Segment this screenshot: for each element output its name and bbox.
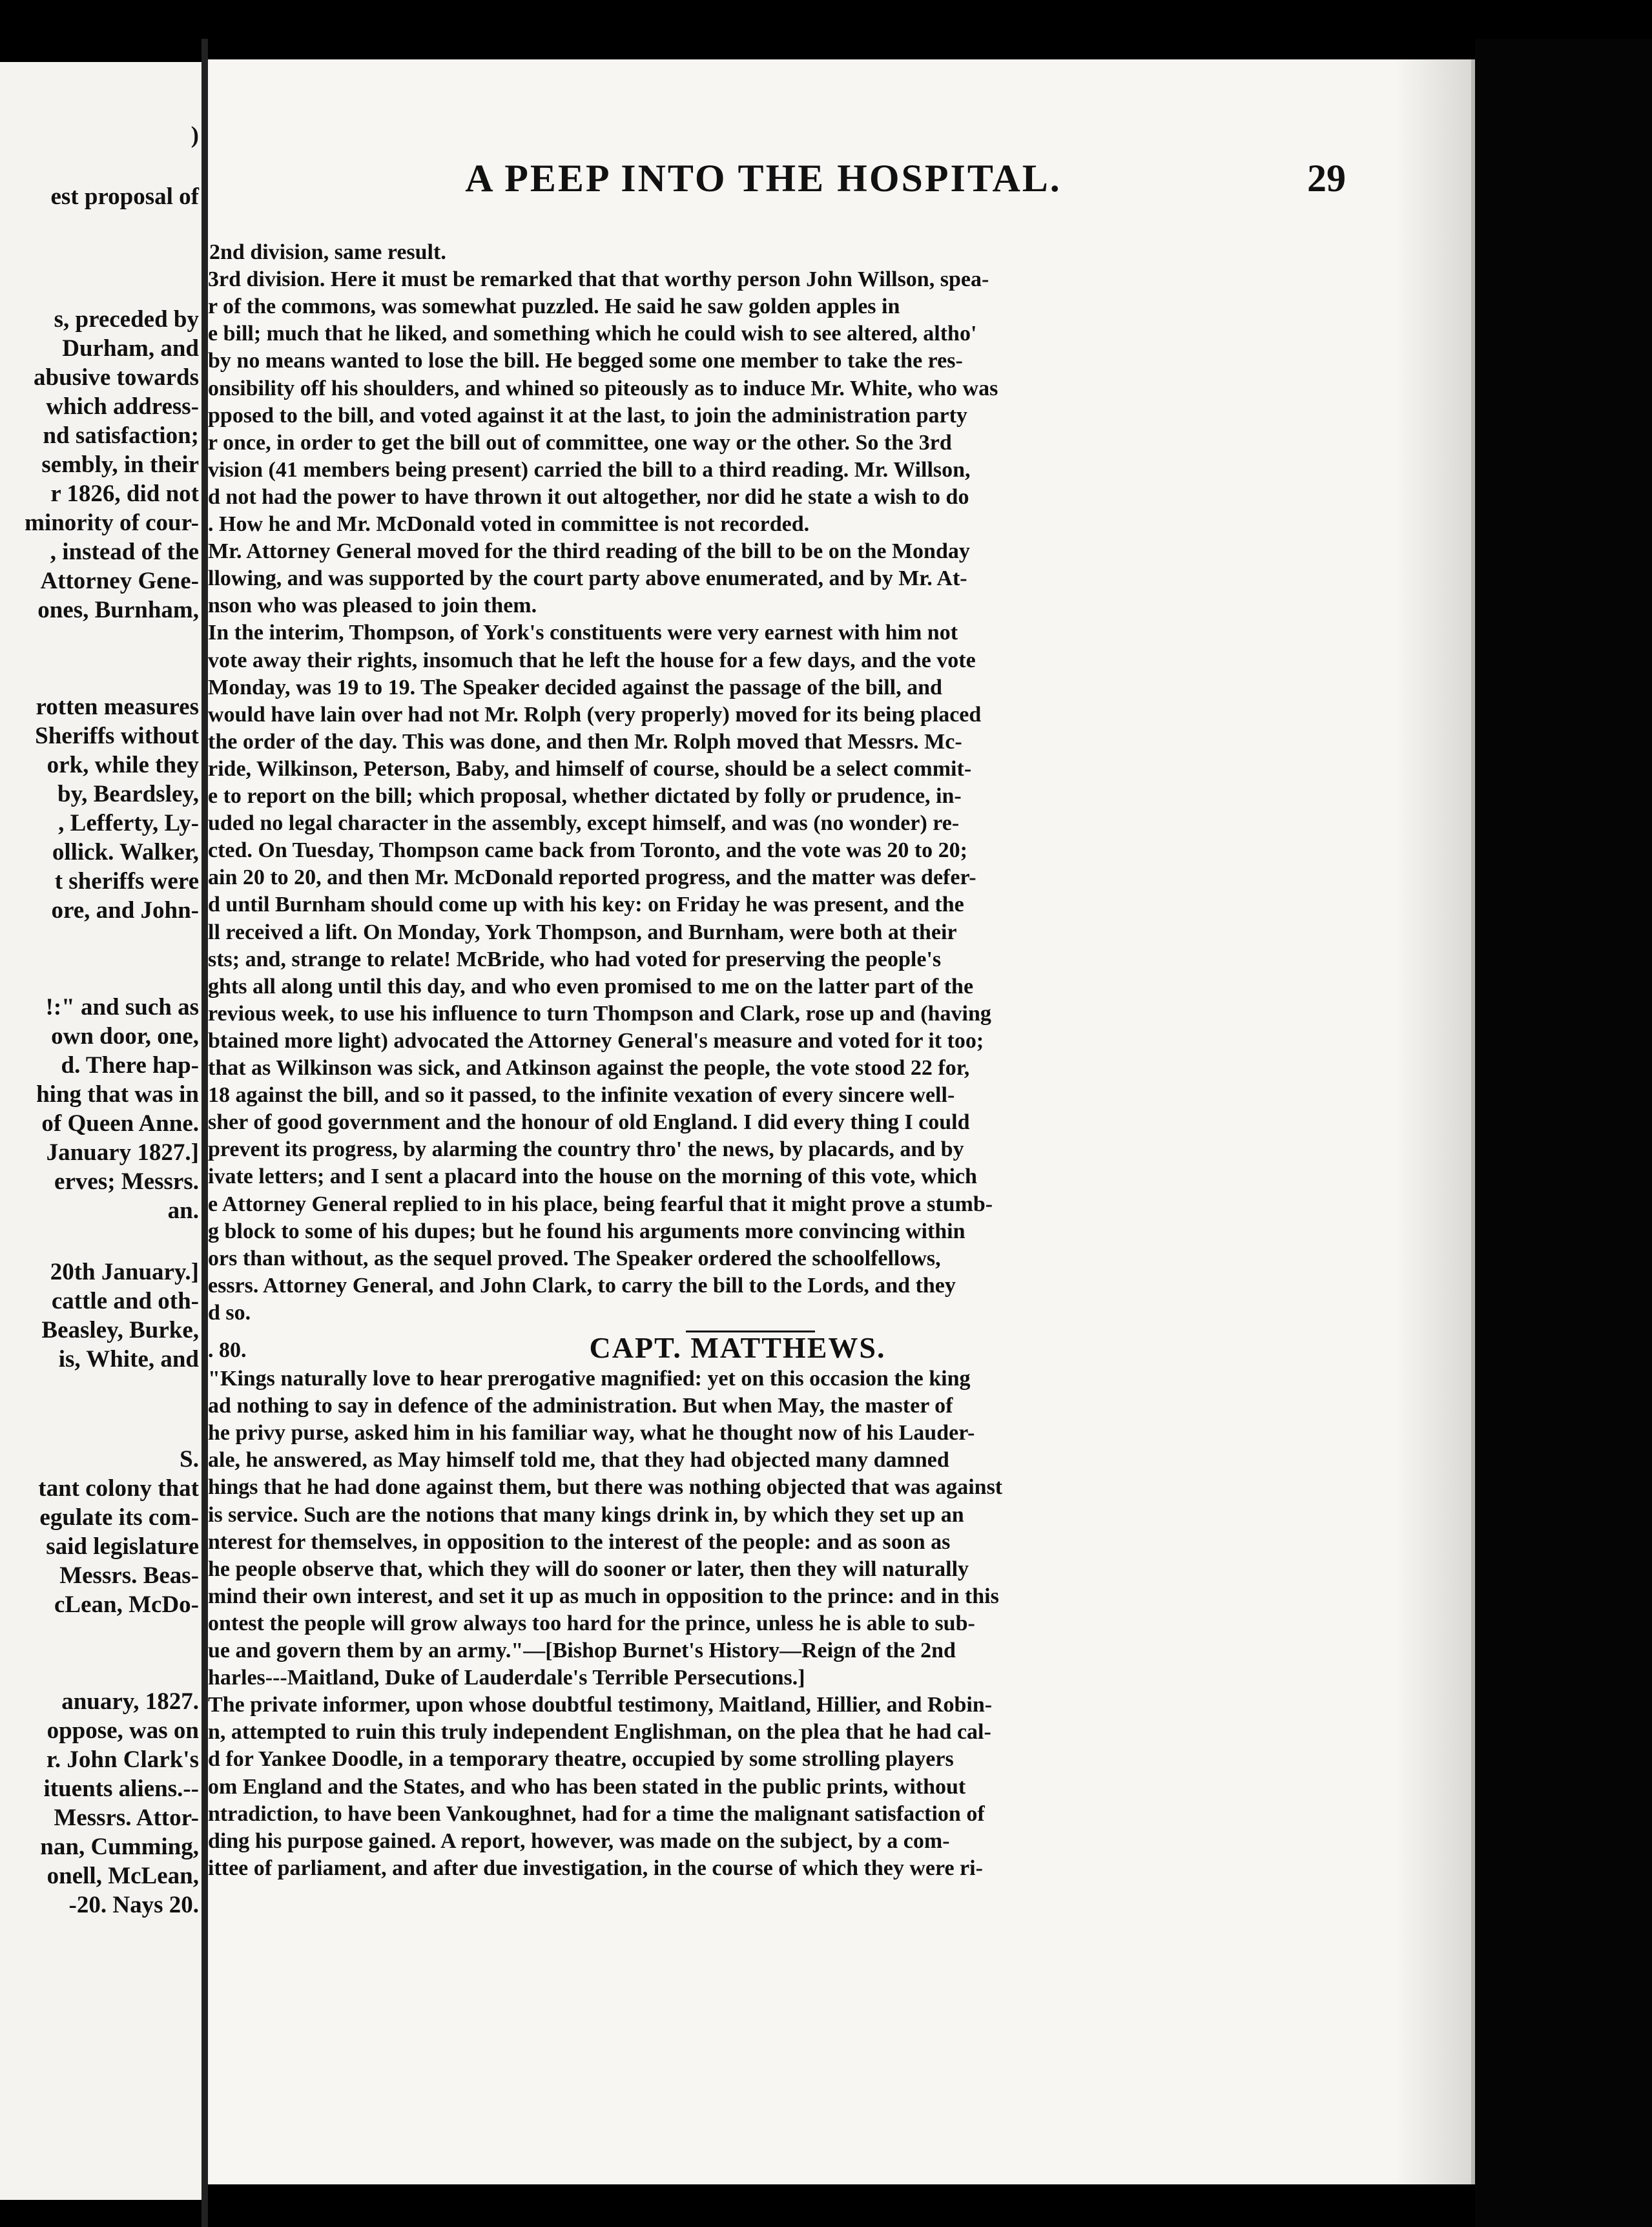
facing-page-line: Messrs. Beas-: [59, 1562, 199, 1589]
text-line: d so.: [208, 1300, 251, 1325]
facing-page-line: d. There hap-: [61, 1052, 199, 1079]
running-head: [208, 156, 1475, 208]
facing-page-line: said legislature: [46, 1533, 199, 1560]
text-line: he privy purse, asked him in his familiar way, what he thought now of his Lauder-: [208, 1421, 975, 1445]
facing-page-line: ones, Burnham,: [37, 597, 199, 623]
facing-page-line: 20th January.]: [50, 1259, 199, 1285]
facing-page-line: ): [191, 122, 199, 149]
facing-page-fragment: [0, 62, 201, 2200]
facing-page-line: Durham, and: [62, 335, 199, 362]
text-line: cted. On Tuesday, Thompson came back from Toronto, and the vote was 20 to 20;: [208, 838, 967, 863]
text-line: essrs. Attorney General, and John Clark, to carry the bill to the Lords, and they: [208, 1273, 956, 1298]
facing-page-line: Messrs. Attor-: [54, 1805, 199, 1831]
text-line: The private informer, upon whose doubtful testimony, Maitland, Hillier, and Robin-: [208, 1693, 993, 1717]
book-gutter: [201, 39, 208, 2227]
text-line: uded no legal character in the assembly, except himself, and was (no wonder) re-: [208, 811, 960, 836]
facing-page-line: ore, and John-: [51, 897, 199, 924]
facing-page-line: rotten measures: [36, 694, 199, 720]
text-line: ll received a lift. On Monday, York Thompson, and Burnham, were both at their: [208, 920, 957, 944]
text-line: Monday, was 19 to 19. The Speaker decided against the passage of the bill, and: [208, 675, 942, 699]
text-line: is service. Such are the notions that many kings drink in, by which they set up an: [208, 1502, 964, 1527]
facing-page-line: , instead of the: [50, 539, 199, 565]
text-line: sher of good government and the honour of old England. I did every thing I could: [208, 1110, 970, 1135]
facing-page-line: which address-: [46, 393, 199, 420]
text-line: ue and govern them by an army."—[Bishop Burnet's History—Reign of the 2nd: [208, 1639, 956, 1662]
text-line: ivate letters; and I sent a placard into the house on the morning of this vote, which: [208, 1165, 977, 1189]
facing-page-line: onell, McLean,: [46, 1863, 199, 1889]
text-line: g block to some of his dupes; but he found his arguments more convincing within: [208, 1219, 965, 1243]
text-line: sts; and, strange to relate! McBride, who had voted for preserving the people's: [208, 947, 942, 971]
text-line: nterest for themselves, in opposition to the interest of the people: and as soon as: [208, 1529, 951, 1554]
facing-page-line: oppose, was on: [46, 1717, 199, 1744]
facing-page-line: ollick. Walker,: [52, 839, 199, 865]
text-line: llowing, and was supported by the court party above enumerated, and by Mr. At-: [208, 566, 967, 591]
section-heading: CAPT. MATTHEWS.: [589, 1331, 886, 1364]
text-line: "Kings naturally love to hear prerogative magnified: yet on this occasion the king: [208, 1367, 971, 1391]
text-line: onsibility off his shoulders, and whined so piteously as to induce Mr. White, who was: [208, 376, 998, 400]
text-line: 3rd division. Here it must be remarked that that worthy person John Willson, spea-: [208, 267, 989, 292]
text-line: nson who was pleased to join them.: [208, 594, 537, 618]
text-line: e to report on the bill; which proposal, whether dictated by folly or prudence, in-: [208, 784, 962, 808]
text-line: ittee of parliament, and after due investigation, in the course of which they were ri-: [208, 1856, 983, 1880]
text-line: vote away their rights, insomuch that he left the house for a few days, and the vote: [208, 648, 976, 672]
text-line: e bill; much that he liked, and something which he could wish to see altered, altho': [208, 322, 977, 346]
text-line: In the interim, Thompson, of York's constituents were very earnest with him not: [208, 621, 958, 645]
facing-page-line: an.: [167, 1197, 199, 1224]
text-line: d for Yankee Doodle, in a temporary theatre, occupied by some strolling players: [208, 1747, 954, 1772]
facing-page-line: is, White, and: [58, 1346, 199, 1372]
text-line: ad nothing to say in defence of the administration. But when May, the master of: [208, 1394, 953, 1418]
running-title: A PEEP INTO THE HOSPITAL.: [465, 157, 1062, 200]
facing-page-line: anuary, 1827.: [61, 1688, 199, 1715]
text-line: . How he and Mr. McDonald voted in committee is not recorded.: [208, 512, 810, 536]
text-line: ntradiction, to have been Vankoughnet, had for a time the malignant satisfaction of: [208, 1801, 985, 1826]
text-line: ding his purpose gained. A report, however, was made on the subject, by a com-: [208, 1828, 950, 1853]
text-line: ontest the people will grow always too hard for the prince, unless he is able to sub-: [208, 1611, 975, 1635]
facing-page-line: Attorney Gene-: [40, 568, 199, 594]
text-line: mind their own interest, and set it up as much in opposition to the prince: and in this: [208, 1584, 999, 1608]
text-line: prevent its progress, by alarming the country thro' the news, by placards, and by: [208, 1137, 964, 1162]
text-line: vision (41 members being present) carried the bill to a third reading. Mr. Willson,: [208, 457, 971, 482]
facing-page-line: ituents aliens.--: [43, 1776, 199, 1802]
text-line: 2nd division, same result.: [209, 240, 446, 264]
scan-border: [1475, 39, 1652, 2227]
text-line: that as Wilkinson was sick, and Atkinson against the people, the vote stood 22 for,: [208, 1056, 970, 1080]
facing-page-line: nd satisfaction;: [43, 422, 199, 449]
facing-page-line: egulate its com-: [39, 1504, 199, 1531]
text-line: hings that he had done against them, but there was nothing objected that was against: [208, 1475, 1003, 1500]
facing-page-line: January 1827.]: [46, 1139, 199, 1166]
facing-page-line: t sheriffs were: [54, 868, 199, 895]
facing-page-line: S.: [180, 1446, 199, 1473]
book-page: [208, 59, 1475, 2184]
facing-page-line: !:" and such as: [45, 994, 199, 1020]
text-line: btained more light) advocated the Attorney General's measure and voted for it too;: [208, 1028, 984, 1053]
text-line: r once, in order to get the bill out of committee, one way or the other. So the 3rd: [208, 430, 952, 455]
section-marker: . 80.: [208, 1338, 247, 1362]
text-line: revious week, to use his influence to turn Thompson and Clark, rose up and (having: [208, 1001, 991, 1026]
facing-page-line: , Lefferty, Ly-: [58, 810, 199, 836]
facing-page-line: cattle and oth-: [51, 1288, 199, 1314]
facing-page-line: est proposal of: [50, 183, 199, 210]
facing-page-line: cLean, McDo-: [54, 1591, 199, 1618]
facing-page-line: Sheriffs without: [35, 723, 199, 749]
facing-page-line: of Queen Anne.: [41, 1110, 199, 1137]
text-line: harles---Maitland, Duke of Lauderdale's Terrible Persecutions.]: [208, 1666, 805, 1690]
facing-page-line: tant colony that: [38, 1475, 199, 1502]
text-line: by no means wanted to lose the bill. He begged some one member to take the res-: [208, 349, 963, 373]
text-line: Mr. Attorney General moved for the third reading of the bill to be on the Monday: [208, 539, 970, 564]
text-line: pposed to the bill, and voted against it at the last, to join the administration party: [208, 403, 967, 428]
text-line: 18 against the bill, and so it passed, to the infinite vexation of every sincere well-: [208, 1083, 955, 1108]
text-line: d not had the power to have thrown it out altogether, nor did he state a wish to do: [208, 484, 969, 509]
text-line: n, attempted to ruin this truly independent Englishman, on the plea that he had cal-: [208, 1720, 991, 1745]
text-line: ale, he answered, as May himself told me, that they had objected many damned: [208, 1448, 949, 1473]
facing-page-line: erves; Messrs.: [54, 1168, 199, 1195]
text-line: ain 20 to 20, and then Mr. McDonald reported progress, and the matter was defer-: [208, 865, 976, 890]
text-line: ride, Wilkinson, Peterson, Baby, and himself of course, should be a select commit-: [208, 756, 972, 781]
facing-page-line: Beasley, Burke,: [41, 1317, 199, 1343]
text-line: d until Burnham should come up with his key: on Friday he was present, and the: [208, 893, 964, 917]
text-line: ors than without, as the sequel proved. The Speaker ordered the schoolfellows,: [208, 1246, 941, 1270]
facing-page-line: sembly, in their: [41, 451, 199, 478]
facing-page-line: nan, Cumming,: [40, 1834, 199, 1860]
text-line: the order of the day. This was done, and then Mr. Rolph moved that Messrs. Mc-: [208, 729, 962, 754]
text-line: he people observe that, which they will do sooner or later, then they will naturally: [208, 1557, 969, 1581]
facing-page-line: hing that was in: [36, 1081, 199, 1108]
facing-page-line: own door, one,: [51, 1023, 199, 1050]
facing-page-line: abusive towards: [34, 364, 199, 391]
text-line: r of the commons, was somewhat puzzled. He said he saw golden apples in: [208, 295, 900, 319]
text-line: ghts all along until this day, and who even promised to me on the latter part of the: [208, 974, 974, 999]
text-line: would have lain over had not Mr. Rolph (very properly) moved for its being placed: [208, 702, 982, 727]
page-number: 29: [1307, 157, 1346, 200]
facing-page-line: by, Beardsley,: [57, 781, 199, 807]
facing-page-line: r 1826, did not: [50, 481, 199, 507]
facing-page-line: -20. Nays 20.: [68, 1892, 199, 1918]
text-line: om England and the States, and who has been stated in the public prints, without: [208, 1774, 966, 1799]
facing-page-line: r. John Clark's: [46, 1746, 199, 1773]
text-line: e Attorney General replied to in his place, being fearful that it might prove a stumb-: [208, 1192, 993, 1216]
facing-page-line: ork, while they: [46, 752, 199, 778]
facing-page-line: minority of cour-: [25, 510, 199, 536]
facing-page-line: s, preceded by: [54, 306, 199, 333]
